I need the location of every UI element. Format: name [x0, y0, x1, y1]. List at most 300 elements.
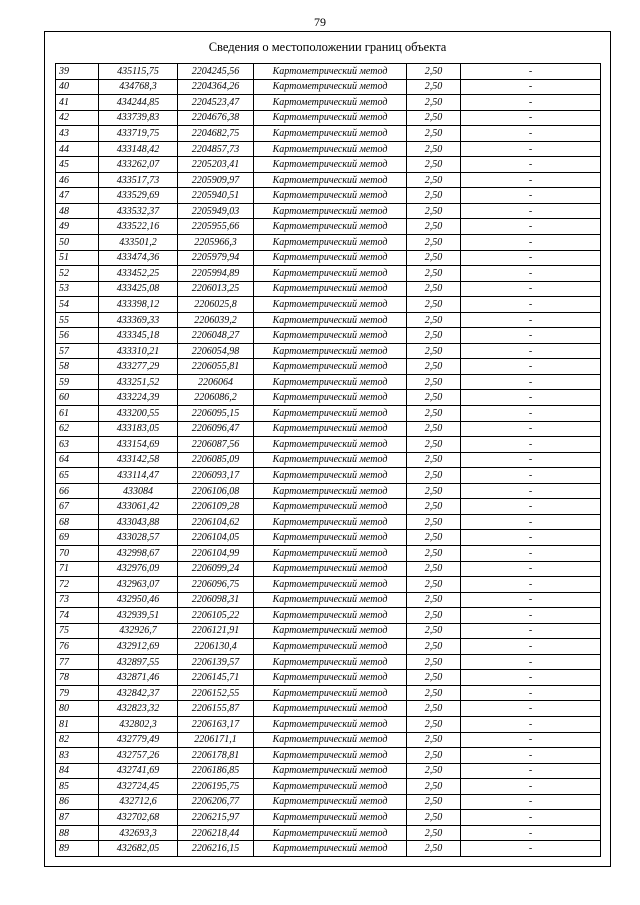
table-row	[56, 483, 601, 499]
x-coordinate-cell: 433142,58	[99, 452, 178, 468]
table-row	[56, 141, 601, 157]
accuracy-cell: 2,50	[407, 468, 461, 484]
accuracy-cell: 2,50	[407, 841, 461, 857]
table-row	[56, 701, 601, 717]
accuracy-cell: 2,50	[407, 810, 461, 826]
method-cell: Картометрический метод	[254, 95, 407, 111]
table-row	[56, 421, 601, 437]
note-cell: -	[461, 654, 601, 670]
point-number-cell: 61	[56, 406, 99, 422]
x-coordinate-cell: 433251,52	[99, 374, 178, 390]
point-number-cell: 50	[56, 235, 99, 251]
y-coordinate-cell: 2206086,2	[178, 390, 254, 406]
x-coordinate-cell: 433148,42	[99, 141, 178, 157]
method-cell: Картометрический метод	[254, 406, 407, 422]
method-cell: Картометрический метод	[254, 623, 407, 639]
method-cell: Картометрический метод	[254, 343, 407, 359]
y-coordinate-cell: 2206216,15	[178, 841, 254, 857]
note-cell: -	[461, 110, 601, 126]
x-coordinate-cell: 433517,73	[99, 172, 178, 188]
x-coordinate-cell: 433529,69	[99, 188, 178, 204]
x-coordinate-cell: 432998,67	[99, 545, 178, 561]
point-number-cell: 52	[56, 266, 99, 282]
y-coordinate-cell: 2206099,24	[178, 561, 254, 577]
x-coordinate-cell: 433345,18	[99, 328, 178, 344]
table-row	[56, 514, 601, 530]
y-coordinate-cell: 2206152,55	[178, 685, 254, 701]
y-coordinate-cell: 2205203,41	[178, 157, 254, 173]
x-coordinate-cell: 432823,32	[99, 701, 178, 717]
method-cell: Картометрический метод	[254, 639, 407, 655]
note-cell: -	[461, 468, 601, 484]
point-number-cell: 68	[56, 514, 99, 530]
table-row	[56, 297, 601, 313]
method-cell: Картометрический метод	[254, 79, 407, 95]
accuracy-cell: 2,50	[407, 670, 461, 686]
table-row	[56, 203, 601, 219]
y-coordinate-cell: 2206139,57	[178, 654, 254, 670]
point-number-cell: 67	[56, 499, 99, 515]
note-cell: -	[461, 825, 601, 841]
point-number-cell: 60	[56, 390, 99, 406]
x-coordinate-cell: 433043,88	[99, 514, 178, 530]
y-coordinate-cell: 2204857,73	[178, 141, 254, 157]
table-row	[56, 95, 601, 111]
note-cell: -	[461, 545, 601, 561]
point-number-cell: 57	[56, 343, 99, 359]
x-coordinate-cell: 433084	[99, 483, 178, 499]
accuracy-cell: 2,50	[407, 374, 461, 390]
y-coordinate-cell: 2206104,99	[178, 545, 254, 561]
x-coordinate-cell: 432682,05	[99, 841, 178, 857]
accuracy-cell: 2,50	[407, 545, 461, 561]
method-cell: Картометрический метод	[254, 779, 407, 795]
x-coordinate-cell: 433114,47	[99, 468, 178, 484]
note-cell: -	[461, 235, 601, 251]
method-cell: Картометрический метод	[254, 530, 407, 546]
y-coordinate-cell: 2206025,8	[178, 297, 254, 313]
method-cell: Картометрический метод	[254, 841, 407, 857]
x-coordinate-cell: 433028,57	[99, 530, 178, 546]
y-coordinate-cell: 2206130,4	[178, 639, 254, 655]
table-row	[56, 437, 601, 453]
point-number-cell: 54	[56, 297, 99, 313]
point-number-cell: 76	[56, 639, 99, 655]
method-cell: Картометрический метод	[254, 701, 407, 717]
x-coordinate-cell: 433532,37	[99, 203, 178, 219]
point-number-cell: 71	[56, 561, 99, 577]
point-number-cell: 39	[56, 64, 99, 80]
x-coordinate-cell: 433425,08	[99, 281, 178, 297]
y-coordinate-cell: 2206104,05	[178, 530, 254, 546]
point-number-cell: 56	[56, 328, 99, 344]
accuracy-cell: 2,50	[407, 64, 461, 80]
note-cell: -	[461, 685, 601, 701]
accuracy-cell: 2,50	[407, 406, 461, 422]
y-coordinate-cell: 2206095,15	[178, 406, 254, 422]
table-row	[56, 406, 601, 422]
y-coordinate-cell: 2206064	[178, 374, 254, 390]
table-row	[56, 281, 601, 297]
x-coordinate-cell: 433369,33	[99, 312, 178, 328]
accuracy-cell: 2,50	[407, 763, 461, 779]
table-row	[56, 266, 601, 282]
accuracy-cell: 2,50	[407, 654, 461, 670]
accuracy-cell: 2,50	[407, 390, 461, 406]
note-cell: -	[461, 514, 601, 530]
method-cell: Картометрический метод	[254, 141, 407, 157]
table-row	[56, 732, 601, 748]
page-number: 79	[314, 15, 326, 29]
table-row	[56, 670, 601, 686]
table-row	[56, 592, 601, 608]
point-number-cell: 51	[56, 250, 99, 266]
y-coordinate-cell: 2206096,75	[178, 577, 254, 593]
point-number-cell: 43	[56, 126, 99, 142]
method-cell: Картометрический метод	[254, 592, 407, 608]
table-row	[56, 623, 601, 639]
note-cell: -	[461, 390, 601, 406]
y-coordinate-cell: 2205949,03	[178, 203, 254, 219]
section-title: Сведения о местоположении границ объекта	[208, 40, 447, 54]
table-row	[56, 359, 601, 375]
note-cell: -	[461, 577, 601, 593]
point-number-cell: 86	[56, 794, 99, 810]
x-coordinate-cell: 432976,09	[99, 561, 178, 577]
point-number-cell: 41	[56, 95, 99, 111]
note-cell: -	[461, 810, 601, 826]
y-coordinate-cell: 2206178,81	[178, 748, 254, 764]
accuracy-cell: 2,50	[407, 452, 461, 468]
y-coordinate-cell: 2204245,56	[178, 64, 254, 80]
note-cell: -	[461, 716, 601, 732]
method-cell: Картометрический метод	[254, 266, 407, 282]
table-row	[56, 639, 601, 655]
x-coordinate-cell: 433522,16	[99, 219, 178, 235]
x-coordinate-cell: 432897,55	[99, 654, 178, 670]
point-number-cell: 48	[56, 203, 99, 219]
accuracy-cell: 2,50	[407, 172, 461, 188]
accuracy-cell: 2,50	[407, 794, 461, 810]
table-row	[56, 608, 601, 624]
x-coordinate-cell: 433501,2	[99, 235, 178, 251]
method-cell: Картометрический метод	[254, 359, 407, 375]
point-number-cell: 63	[56, 437, 99, 453]
y-coordinate-cell: 2206218,44	[178, 825, 254, 841]
note-cell: -	[461, 312, 601, 328]
point-number-cell: 89	[56, 841, 99, 857]
x-coordinate-cell: 432912,69	[99, 639, 178, 655]
accuracy-cell: 2,50	[407, 343, 461, 359]
note-cell: -	[461, 266, 601, 282]
point-number-cell: 58	[56, 359, 99, 375]
x-coordinate-cell: 433277,29	[99, 359, 178, 375]
note-cell: -	[461, 530, 601, 546]
accuracy-cell: 2,50	[407, 203, 461, 219]
y-coordinate-cell: 2206093,17	[178, 468, 254, 484]
table-row	[56, 545, 601, 561]
point-number-cell: 69	[56, 530, 99, 546]
table-row	[56, 328, 601, 344]
table-row	[56, 685, 601, 701]
method-cell: Картометрический метод	[254, 685, 407, 701]
note-cell: -	[461, 203, 601, 219]
point-number-cell: 88	[56, 825, 99, 841]
table-row	[56, 390, 601, 406]
point-number-cell: 40	[56, 79, 99, 95]
point-number-cell: 55	[56, 312, 99, 328]
note-cell: -	[461, 374, 601, 390]
table-row	[56, 79, 601, 95]
table-row	[56, 763, 601, 779]
note-cell: -	[461, 406, 601, 422]
accuracy-cell: 2,50	[407, 716, 461, 732]
x-coordinate-cell: 433154,69	[99, 437, 178, 453]
point-number-cell: 83	[56, 748, 99, 764]
table-row	[56, 794, 601, 810]
point-number-cell: 78	[56, 670, 99, 686]
note-cell: -	[461, 359, 601, 375]
x-coordinate-cell: 433310,21	[99, 343, 178, 359]
note-cell: -	[461, 64, 601, 80]
y-coordinate-cell: 2206085,09	[178, 452, 254, 468]
x-coordinate-cell: 432950,46	[99, 592, 178, 608]
y-coordinate-cell: 2206121,91	[178, 623, 254, 639]
y-coordinate-cell: 2205979,94	[178, 250, 254, 266]
x-coordinate-cell: 432779,49	[99, 732, 178, 748]
note-cell: -	[461, 623, 601, 639]
method-cell: Картометрический метод	[254, 172, 407, 188]
table-row	[56, 561, 601, 577]
x-coordinate-cell: 433061,42	[99, 499, 178, 515]
method-cell: Картометрический метод	[254, 452, 407, 468]
x-coordinate-cell: 433183,05	[99, 421, 178, 437]
y-coordinate-cell: 2206013,25	[178, 281, 254, 297]
method-cell: Картометрический метод	[254, 483, 407, 499]
note-cell: -	[461, 748, 601, 764]
accuracy-cell: 2,50	[407, 157, 461, 173]
table-row	[56, 748, 601, 764]
accuracy-cell: 2,50	[407, 126, 461, 142]
point-number-cell: 64	[56, 452, 99, 468]
method-cell: Картометрический метод	[254, 499, 407, 515]
note-cell: -	[461, 592, 601, 608]
y-coordinate-cell: 2205966,3	[178, 235, 254, 251]
accuracy-cell: 2,50	[407, 483, 461, 499]
method-cell: Картометрический метод	[254, 188, 407, 204]
method-cell: Картометрический метод	[254, 374, 407, 390]
method-cell: Картометрический метод	[254, 810, 407, 826]
table-row	[56, 172, 601, 188]
accuracy-cell: 2,50	[407, 608, 461, 624]
method-cell: Картометрический метод	[254, 514, 407, 530]
method-cell: Картометрический метод	[254, 437, 407, 453]
x-coordinate-cell: 432702,68	[99, 810, 178, 826]
method-cell: Картометрический метод	[254, 235, 407, 251]
point-number-cell: 77	[56, 654, 99, 670]
accuracy-cell: 2,50	[407, 577, 461, 593]
accuracy-cell: 2,50	[407, 312, 461, 328]
method-cell: Картометрический метод	[254, 157, 407, 173]
y-coordinate-cell: 2206039,2	[178, 312, 254, 328]
y-coordinate-cell: 2206206,77	[178, 794, 254, 810]
y-coordinate-cell: 2206145,71	[178, 670, 254, 686]
x-coordinate-cell: 432693,3	[99, 825, 178, 841]
table-row	[56, 841, 601, 857]
x-coordinate-cell: 432757,26	[99, 748, 178, 764]
note-cell: -	[461, 437, 601, 453]
accuracy-cell: 2,50	[407, 266, 461, 282]
note-cell: -	[461, 157, 601, 173]
point-number-cell: 49	[56, 219, 99, 235]
y-coordinate-cell: 2205994,89	[178, 266, 254, 282]
point-number-cell: 47	[56, 188, 99, 204]
point-number-cell: 87	[56, 810, 99, 826]
accuracy-cell: 2,50	[407, 79, 461, 95]
note-cell: -	[461, 670, 601, 686]
point-number-cell: 62	[56, 421, 99, 437]
method-cell: Картометрический метод	[254, 763, 407, 779]
note-cell: -	[461, 188, 601, 204]
x-coordinate-cell: 433739,83	[99, 110, 178, 126]
method-cell: Картометрический метод	[254, 825, 407, 841]
table-row	[56, 716, 601, 732]
accuracy-cell: 2,50	[407, 141, 461, 157]
note-cell: -	[461, 328, 601, 344]
method-cell: Картометрический метод	[254, 328, 407, 344]
method-cell: Картометрический метод	[254, 748, 407, 764]
y-coordinate-cell: 2206105,22	[178, 608, 254, 624]
method-cell: Картометрический метод	[254, 421, 407, 437]
accuracy-cell: 2,50	[407, 623, 461, 639]
accuracy-cell: 2,50	[407, 499, 461, 515]
accuracy-cell: 2,50	[407, 328, 461, 344]
table-row	[56, 110, 601, 126]
method-cell: Картометрический метод	[254, 110, 407, 126]
point-number-cell: 85	[56, 779, 99, 795]
accuracy-cell: 2,50	[407, 685, 461, 701]
accuracy-cell: 2,50	[407, 219, 461, 235]
method-cell: Картометрический метод	[254, 219, 407, 235]
table-row	[56, 219, 601, 235]
note-cell: -	[461, 483, 601, 499]
method-cell: Картометрический метод	[254, 545, 407, 561]
method-cell: Картометрический метод	[254, 732, 407, 748]
table-row	[56, 810, 601, 826]
y-coordinate-cell: 2206171,1	[178, 732, 254, 748]
accuracy-cell: 2,50	[407, 110, 461, 126]
accuracy-cell: 2,50	[407, 561, 461, 577]
y-coordinate-cell: 2206155,87	[178, 701, 254, 717]
x-coordinate-cell: 432724,45	[99, 779, 178, 795]
accuracy-cell: 2,50	[407, 592, 461, 608]
method-cell: Картометрический метод	[254, 794, 407, 810]
y-coordinate-cell: 2205940,51	[178, 188, 254, 204]
table-row	[56, 235, 601, 251]
point-number-cell: 46	[56, 172, 99, 188]
method-cell: Картометрический метод	[254, 281, 407, 297]
y-coordinate-cell: 2206054,98	[178, 343, 254, 359]
accuracy-cell: 2,50	[407, 188, 461, 204]
accuracy-cell: 2,50	[407, 437, 461, 453]
table-row	[56, 343, 601, 359]
point-number-cell: 66	[56, 483, 99, 499]
accuracy-cell: 2,50	[407, 297, 461, 313]
x-coordinate-cell: 433224,39	[99, 390, 178, 406]
point-number-cell: 82	[56, 732, 99, 748]
note-cell: -	[461, 141, 601, 157]
point-number-cell: 73	[56, 592, 99, 608]
table-row	[56, 250, 601, 266]
accuracy-cell: 2,50	[407, 748, 461, 764]
x-coordinate-cell: 433719,75	[99, 126, 178, 142]
point-number-cell: 74	[56, 608, 99, 624]
table-row	[56, 374, 601, 390]
point-number-cell: 45	[56, 157, 99, 173]
method-cell: Картометрический метод	[254, 297, 407, 313]
note-cell: -	[461, 732, 601, 748]
x-coordinate-cell: 433474,36	[99, 250, 178, 266]
y-coordinate-cell: 2206096,47	[178, 421, 254, 437]
accuracy-cell: 2,50	[407, 250, 461, 266]
table-row	[56, 64, 601, 80]
method-cell: Картометрический метод	[254, 468, 407, 484]
y-coordinate-cell: 2206109,28	[178, 499, 254, 515]
note-cell: -	[461, 499, 601, 515]
x-coordinate-cell: 434768,3	[99, 79, 178, 95]
point-number-cell: 81	[56, 716, 99, 732]
table-row	[56, 312, 601, 328]
note-cell: -	[461, 79, 601, 95]
method-cell: Картометрический метод	[254, 64, 407, 80]
method-cell: Картометрический метод	[254, 312, 407, 328]
y-coordinate-cell: 2204682,75	[178, 126, 254, 142]
x-coordinate-cell: 432939,51	[99, 608, 178, 624]
method-cell: Картометрический метод	[254, 608, 407, 624]
y-coordinate-cell: 2205955,66	[178, 219, 254, 235]
method-cell: Картометрический метод	[254, 390, 407, 406]
accuracy-cell: 2,50	[407, 530, 461, 546]
note-cell: -	[461, 421, 601, 437]
accuracy-cell: 2,50	[407, 281, 461, 297]
y-coordinate-cell: 2204364,26	[178, 79, 254, 95]
note-cell: -	[461, 343, 601, 359]
note-cell: -	[461, 250, 601, 266]
note-cell: -	[461, 95, 601, 111]
boundary-info-frame	[44, 31, 611, 867]
table-row	[56, 452, 601, 468]
accuracy-cell: 2,50	[407, 701, 461, 717]
point-number-cell: 59	[56, 374, 99, 390]
point-number-cell: 80	[56, 701, 99, 717]
method-cell: Картометрический метод	[254, 561, 407, 577]
table-row	[56, 468, 601, 484]
y-coordinate-cell: 2206195,75	[178, 779, 254, 795]
table-row	[56, 157, 601, 173]
note-cell: -	[461, 639, 601, 655]
y-coordinate-cell: 2204523,47	[178, 95, 254, 111]
accuracy-cell: 2,50	[407, 514, 461, 530]
x-coordinate-cell: 433262,07	[99, 157, 178, 173]
accuracy-cell: 2,50	[407, 825, 461, 841]
method-cell: Картометрический метод	[254, 577, 407, 593]
table-row	[56, 577, 601, 593]
note-cell: -	[461, 701, 601, 717]
accuracy-cell: 2,50	[407, 235, 461, 251]
coordinates-table-body	[56, 64, 601, 857]
point-number-cell: 44	[56, 141, 99, 157]
x-coordinate-cell: 432712,6	[99, 794, 178, 810]
